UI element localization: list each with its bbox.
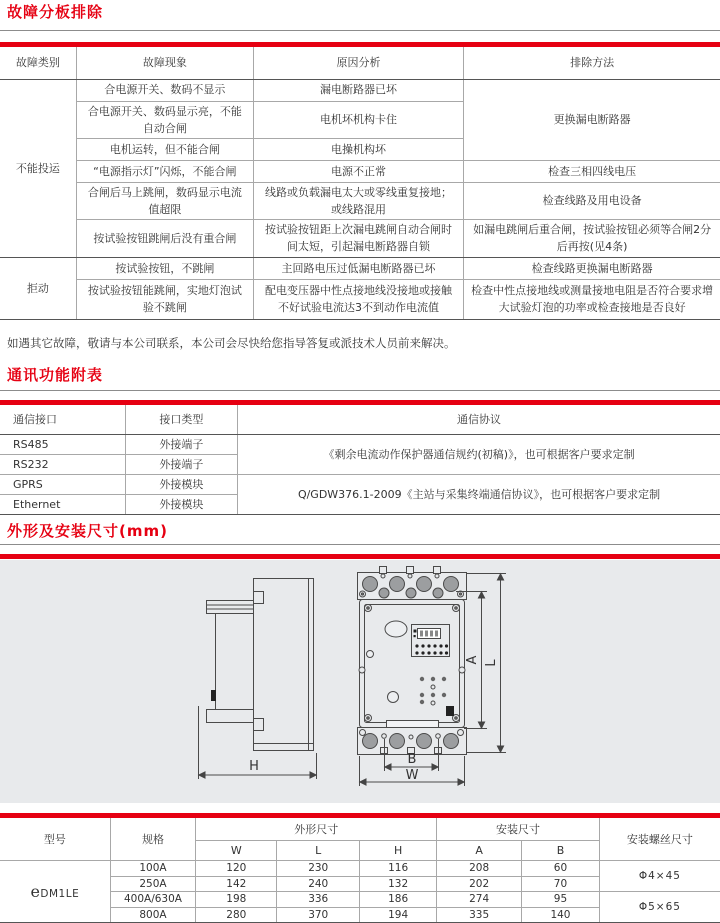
remedy-cell: 检查三相四线电压 [464, 160, 720, 182]
l-cell: 230 [277, 860, 360, 876]
port-type-cell: 外接端子 [125, 435, 237, 455]
port-cell: RS232 [0, 455, 125, 475]
table-row [0, 475, 720, 495]
dimension-drawing [0, 560, 720, 803]
dim-label-h: H [249, 759, 259, 775]
dim-label-w: W [405, 768, 419, 784]
h-cell: 194 [360, 907, 437, 923]
table-row [0, 219, 720, 257]
header-port: 通信接口 [0, 405, 125, 435]
table-row [0, 257, 720, 279]
b-cell: 70 [522, 876, 600, 892]
header-mounting-dims: 安装尺寸 [437, 818, 600, 840]
phenomenon-cell: 电机运转，但不能合闸 [76, 138, 253, 160]
dims-header-row-1 [0, 818, 720, 840]
header-remedy: 排除方法 [464, 47, 720, 79]
a-cell: 202 [437, 876, 522, 892]
header-outline-dims: 外形尺寸 [196, 818, 437, 840]
cause-cell: 电操机构坏 [253, 138, 463, 160]
header-b: B [522, 840, 600, 860]
phenomenon-cell: 合电源开关、数码不显示 [76, 79, 253, 101]
model-name: DM1LE [40, 888, 80, 901]
remedy-cell: 如漏电跳闸后重合闸，按试验按钮必须等合闸2分后再按(见4条) [464, 219, 720, 257]
cause-cell: 配电变压器中性点接地线没接地或接触不好试验电流达3不到动作电流值 [253, 279, 463, 319]
spec-cell: 100A [110, 860, 196, 876]
cause-cell: 按试验按钮距上次漏电跳闸自动合闸时间太短，引起漏电断路器自锁 [253, 219, 463, 257]
w-cell: 142 [196, 876, 277, 892]
brand-e-mark: e [30, 882, 41, 902]
dimensions-table [0, 818, 720, 923]
screw-size-cell: Φ4×45 [599, 860, 720, 891]
comm-table [0, 405, 720, 516]
dimension-drawing-panel [0, 560, 720, 803]
breaker-side-view [207, 579, 314, 751]
cause-cell: 线路或负载漏电太大或零线重复接地；或线路混用 [253, 182, 463, 219]
cause-cell: 漏电断路器已坏 [253, 79, 463, 101]
cause-cell: 主回路电压过低漏电断路器已坏 [253, 257, 463, 279]
breaker-front-view [358, 567, 467, 755]
protocol-cell: Q/GDW376.1-2009《主站与采集终端通信协议》，也可根据客户要求定制 [238, 475, 720, 515]
phenomenon-cell: “电源指示灯”闪烁，不能合闸 [76, 160, 253, 182]
remedy-cell: 更换漏电断路器 [464, 79, 720, 160]
l-cell: 336 [277, 892, 360, 908]
header-phenomenon: 故障现象 [76, 47, 253, 79]
title-underline [0, 30, 720, 31]
w-cell: 198 [196, 892, 277, 908]
dim-label-a: A [465, 655, 480, 665]
b-cell: 60 [522, 860, 600, 876]
header-h: H [360, 840, 437, 860]
header-w: W [196, 840, 277, 860]
header-model: 型号 [0, 818, 110, 860]
spec-cell: 800A [110, 907, 196, 923]
b-cell: 95 [522, 892, 600, 908]
header-l: L [277, 840, 360, 860]
cause-cell: 电源不正常 [253, 160, 463, 182]
a-cell: 335 [437, 907, 522, 923]
category-cell: 不能投运 [0, 79, 76, 257]
l-cell: 240 [277, 876, 360, 892]
w-cell: 280 [196, 907, 277, 923]
port-type-cell: 外接模块 [125, 495, 237, 515]
remedy-cell: 检查线路更换漏电断路器 [464, 257, 720, 279]
phenomenon-cell: 合电源开关、数码显示亮，不能自动合闸 [76, 101, 253, 138]
phenomenon-cell: 按试验按钮，不跳闸 [76, 257, 253, 279]
remedy-cell: 检查线路及用电设备 [464, 182, 720, 219]
header-protocol: 通信协议 [238, 405, 720, 435]
section-title-comm: 通讯功能附表 [7, 365, 104, 384]
port-cell: Ethernet [0, 495, 125, 515]
port-cell: RS485 [0, 435, 125, 455]
w-cell: 120 [196, 860, 277, 876]
h-cell: 132 [360, 876, 437, 892]
screw-size-cell: Φ5×65 [599, 892, 720, 923]
port-type-cell: 外接模块 [125, 475, 237, 495]
remedy-cell: 检查中性点接地线或测量接地电阻是否符合要求增大试验灯泡的功率或检查接地是否良好 [464, 279, 720, 319]
cause-cell: 电机坏机构卡住 [253, 101, 463, 138]
header-spec: 规格 [110, 818, 196, 860]
h-cell: 116 [360, 860, 437, 876]
section-title-fault: 故障分板排除 [7, 3, 104, 21]
port-type-cell: 外接端子 [125, 455, 237, 475]
header-a: A [437, 840, 522, 860]
protocol-cell: 《剩余电流动作保护器通信规约(初稿)》，也可根据客户要求定制 [238, 435, 720, 475]
port-cell: GPRS [0, 475, 125, 495]
table-row [0, 860, 720, 876]
table-row [0, 279, 720, 319]
table-row [0, 160, 720, 182]
comm-table-header-row [0, 405, 720, 435]
title-underline [0, 544, 720, 545]
phenomenon-cell: 按试验按钮跳闸后没有重合闸 [76, 219, 253, 257]
category-cell: 拒动 [0, 257, 76, 319]
header-screw-size: 安装螺丝尺寸 [599, 818, 720, 860]
header-category: 故障类别 [0, 47, 76, 79]
table-row [0, 182, 720, 219]
contact-note: 如遇其它故障，敬请与本公司联系，本公司会尽快给您指导答复或派技术人员前来解决。 [7, 335, 456, 350]
dim-label-b: B [407, 752, 417, 768]
title-underline [0, 390, 720, 391]
fault-table-header-row [0, 47, 720, 79]
h-cell: 186 [360, 892, 437, 908]
phenomenon-cell: 合闸后马上跳闸，数码显示电流值超限 [76, 182, 253, 219]
a-cell: 208 [437, 860, 522, 876]
phenomenon-cell: 按试验按钮能跳闸，实地灯泡试验不跳闸 [76, 279, 253, 319]
b-cell: 140 [522, 907, 600, 923]
red-accent-bar [0, 554, 720, 559]
spec-cell: 400A/630A [110, 892, 196, 908]
model-cell [0, 860, 110, 922]
section-title-dims: 外形及安装尺寸(mm) [7, 522, 168, 541]
dim-label-l: L [484, 659, 499, 667]
header-port-type: 接口类型 [125, 405, 237, 435]
a-cell: 274 [437, 892, 522, 908]
table-row [0, 79, 720, 101]
fault-table [0, 47, 720, 320]
spec-cell: 250A [110, 876, 196, 892]
table-row [0, 435, 720, 455]
header-cause: 原因分析 [253, 47, 463, 79]
l-cell: 370 [277, 907, 360, 923]
